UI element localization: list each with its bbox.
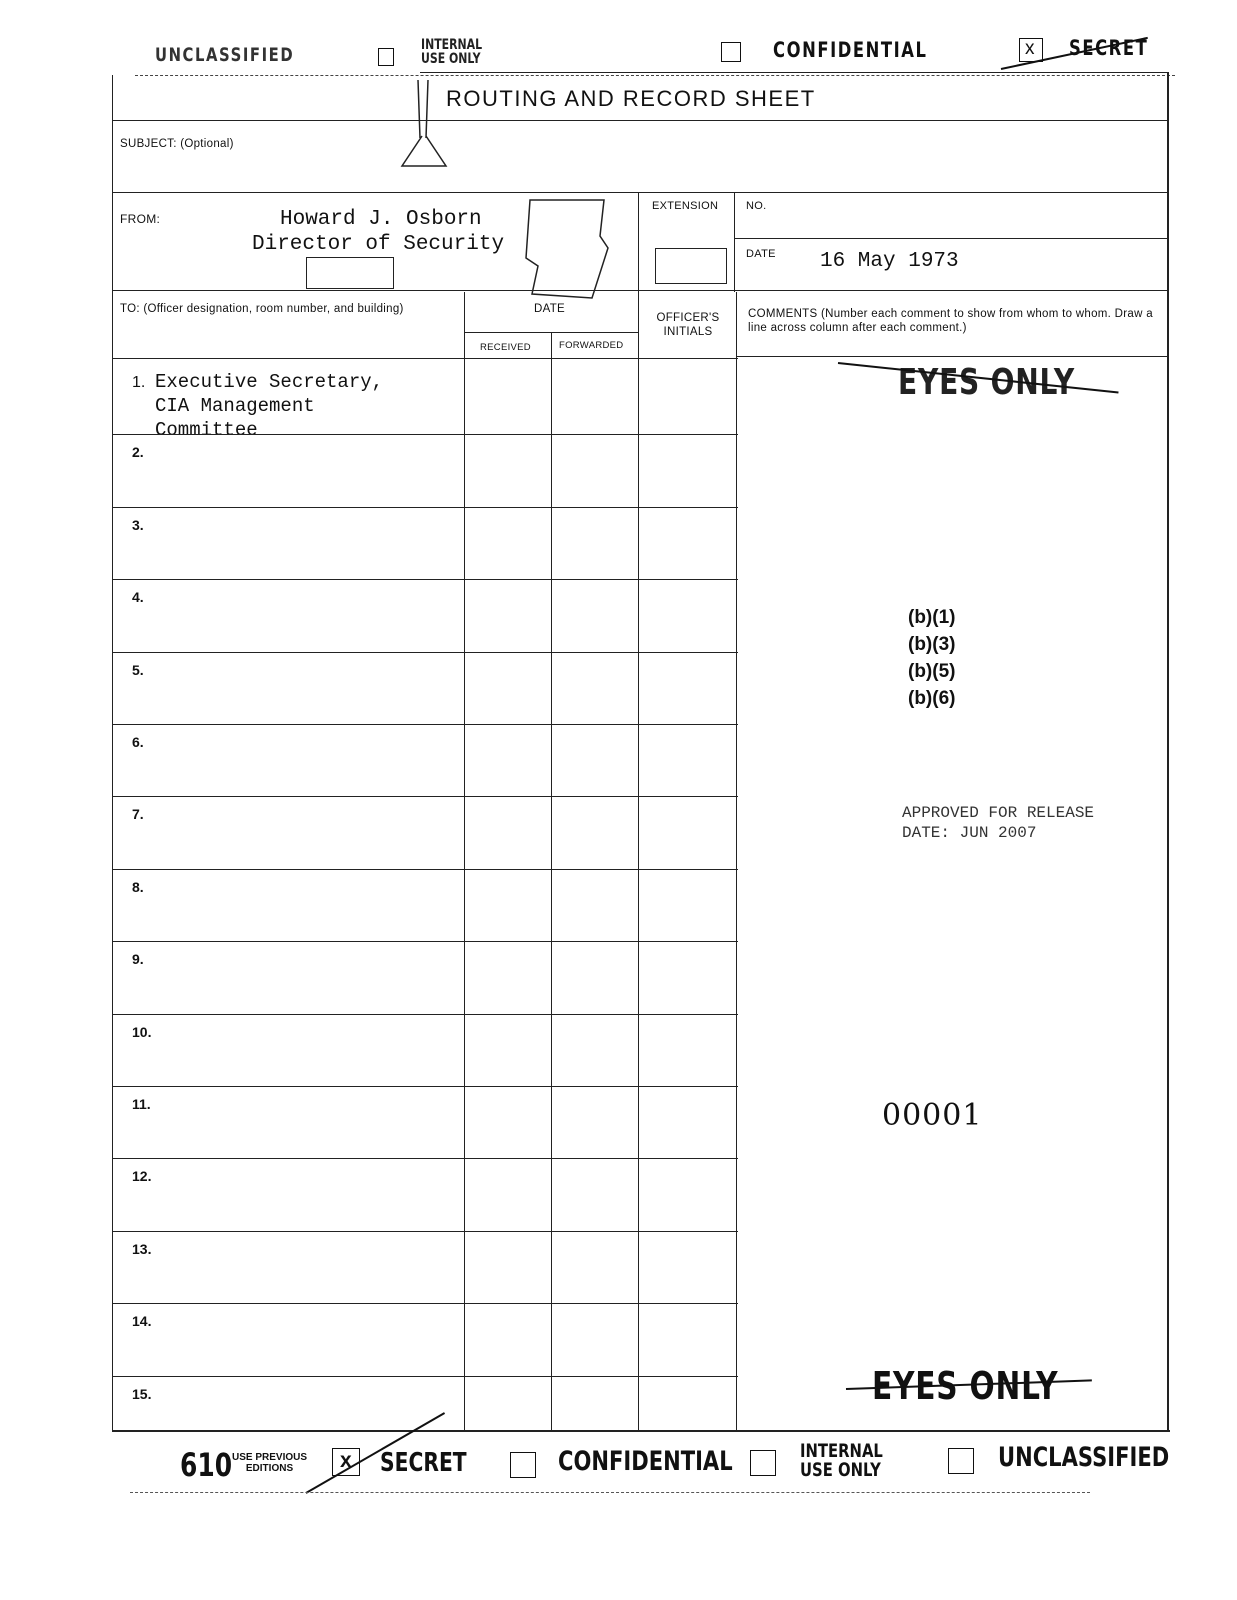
- footer-unclassified-label: UNCLASSIFIED: [998, 1442, 1170, 1473]
- top-internal-checkbox[interactable]: [378, 48, 394, 66]
- comments-label: COMMENTS (Number each comment to show from whom to whom. Draw a line across column after each comment.): [748, 308, 1153, 334]
- from-ext-divider: [638, 192, 639, 292]
- frame-top: [420, 72, 1168, 73]
- footer-secret-label: SECRET: [380, 1448, 467, 1478]
- row-number: 8.: [132, 878, 144, 895]
- release-line-2: DATE: JUN 2007: [902, 824, 1037, 842]
- top-bar-underline: [135, 75, 1175, 76]
- row-divider: [112, 579, 738, 580]
- top-confidential-label: CONFIDENTIAL: [773, 38, 928, 62]
- form-number: 610: [180, 1446, 233, 1484]
- row-number: 11.: [132, 1096, 151, 1112]
- frame-right: [1167, 72, 1169, 1432]
- row-divider: [112, 1014, 738, 1015]
- row-divider: [112, 434, 738, 435]
- row-divider: [112, 869, 738, 870]
- date-column-label: DATE: [534, 303, 566, 315]
- header-bottom-line: [112, 358, 738, 359]
- row-divider: [112, 1376, 738, 1377]
- redaction-box-from-phone: [306, 257, 394, 289]
- exemption-b1: (b)(1): [908, 607, 956, 628]
- no-date-divider: [734, 238, 1168, 239]
- row-number: 13.: [132, 1240, 152, 1257]
- document-number: 00001: [882, 1098, 983, 1133]
- footer-confidential-label: CONFIDENTIAL: [558, 1446, 733, 1477]
- row-divider: [112, 724, 738, 725]
- col-divider-initials: [736, 292, 737, 1430]
- row-divider: [112, 507, 738, 508]
- row-number: 10.: [132, 1023, 152, 1040]
- subject-label: SUBJECT: (Optional): [120, 138, 234, 150]
- row-divider: [112, 1086, 738, 1087]
- date-value: 16 May 1973: [820, 250, 959, 273]
- row-number: 3.: [132, 516, 144, 533]
- from-name: Howard J. Osborn: [280, 208, 482, 231]
- row-number: 4.: [132, 589, 144, 606]
- forwarded-label: FORWARDED: [559, 340, 624, 351]
- top-confidential-checkbox[interactable]: [721, 42, 741, 62]
- no-field[interactable]: [780, 196, 1160, 234]
- footer-internal-label: INTERNAL USE ONLY: [800, 1440, 883, 1481]
- row-number: 14.: [132, 1313, 152, 1330]
- footer-secret-check-mark: x: [340, 1449, 352, 1472]
- col-divider-received: [551, 332, 552, 1430]
- row-divider: [112, 796, 738, 797]
- row-number: 2.: [132, 444, 144, 461]
- date-label: DATE: [746, 248, 776, 260]
- row-number: 12.: [132, 1168, 152, 1185]
- row-number: 6.: [132, 734, 144, 750]
- exemption-list: [908, 604, 955, 712]
- received-label: RECEIVED: [480, 342, 531, 353]
- row-number: 7.: [132, 806, 144, 823]
- exemption-b6: (b)(6): [908, 688, 956, 709]
- clip-artifact: [396, 78, 456, 178]
- redaction-box-extension: [655, 248, 727, 284]
- exemption-b5: (b)(5): [908, 661, 956, 682]
- to-label: TO: (Officer designation, room number, and building): [120, 303, 404, 315]
- from-label: FROM:: [120, 212, 161, 226]
- row-divider: [112, 652, 738, 653]
- officers-initials-label: OFFICER'S INITIALS: [656, 312, 720, 338]
- ext-no-divider: [734, 192, 735, 292]
- row-number: 5.: [132, 661, 144, 678]
- row-to-field[interactable]: Executive Secretary, CIA Management Committee: [155, 371, 384, 441]
- footer-unclassified-checkbox[interactable]: [948, 1448, 974, 1474]
- footer-internal-checkbox[interactable]: [750, 1450, 776, 1476]
- row-number: 15.: [132, 1385, 152, 1402]
- frame-left: [112, 75, 113, 1430]
- top-classification-bar: [135, 30, 1175, 78]
- subject-bottom-line: [112, 192, 1168, 193]
- row-divider: [112, 941, 738, 942]
- eyes-only-stamp-bottom: EYES ONLY: [872, 1364, 1059, 1408]
- from-bottom-line: [112, 290, 1168, 291]
- top-secret-label: SECRET: [1069, 36, 1149, 60]
- col-divider-forwarded: [638, 292, 639, 1430]
- top-unclassified-label: UNCLASSIFIED: [155, 44, 295, 66]
- row-divider: [112, 1231, 738, 1232]
- col-divider-to: [464, 292, 465, 1430]
- footer-underline: [130, 1492, 1090, 1493]
- row-number: 1.: [132, 374, 146, 391]
- footer-confidential-checkbox[interactable]: [510, 1452, 536, 1478]
- top-internal-label: INTERNAL USE ONLY: [421, 37, 483, 67]
- eyes-only-stamp-top: EYES ONLY: [898, 362, 1075, 403]
- row-number: 9.: [132, 951, 144, 968]
- no-label: NO.: [746, 200, 767, 212]
- extension-label: EXTENSION: [652, 200, 719, 212]
- from-title: Director of Security: [252, 233, 505, 256]
- top-secret-check-mark: x: [1025, 38, 1035, 59]
- use-previous-editions: USE PREVIOUS EDITIONS: [232, 1452, 308, 1474]
- frame-bottom: [112, 1430, 1170, 1432]
- row-divider: [112, 1158, 738, 1159]
- footer-bar: [150, 1436, 1170, 1496]
- form-title: ROUTING AND RECORD SHEET: [446, 86, 816, 111]
- top-secret-checkbox[interactable]: [1019, 38, 1043, 62]
- comments-header-bottom: [736, 356, 1168, 357]
- exemption-b3: (b)(3): [908, 634, 956, 655]
- title-underline: [112, 120, 1168, 121]
- row-divider: [112, 1303, 738, 1304]
- release-line-1: APPROVED FOR RELEASE: [902, 804, 1095, 822]
- release-stamp: [902, 803, 1094, 843]
